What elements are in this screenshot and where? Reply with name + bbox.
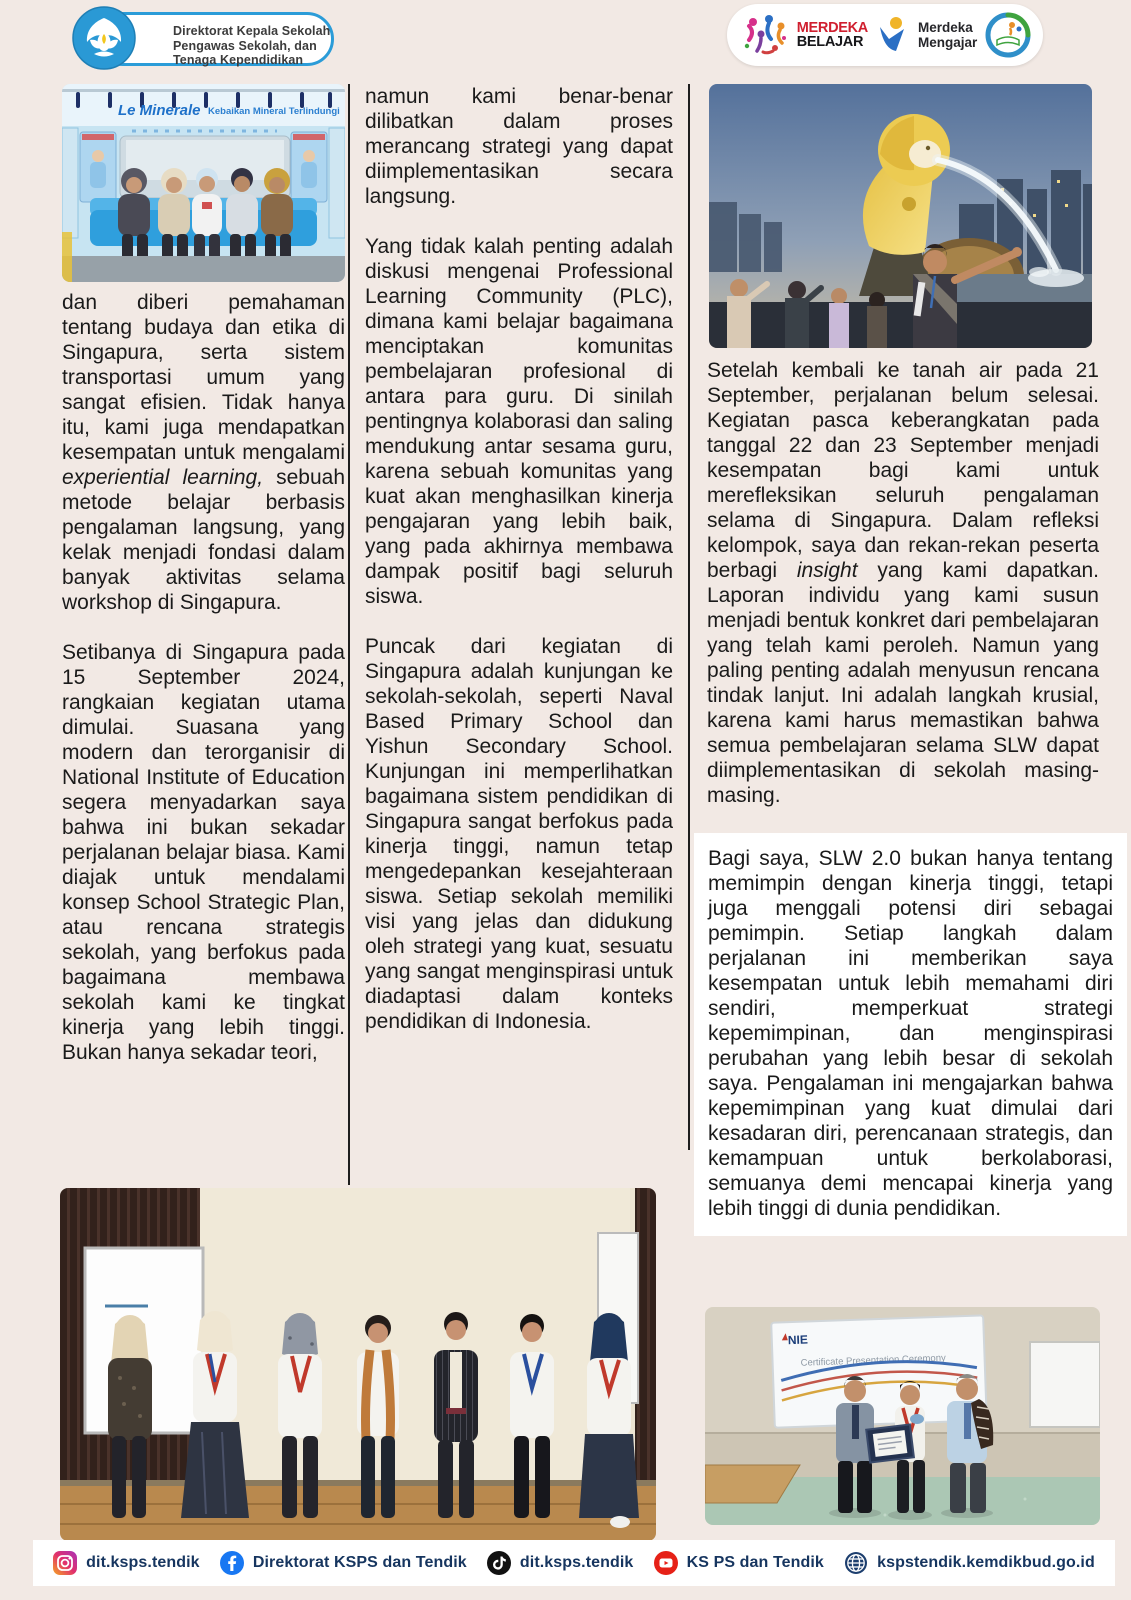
facebook-handle: Direktorat KSPS dan Tendik xyxy=(252,1554,467,1571)
belajar-word: BELAJAR xyxy=(796,34,864,50)
column-divider-2 xyxy=(688,84,690,1150)
footer-instagram-item[interactable] xyxy=(53,1551,200,1575)
merdeka-word: MERDEKA xyxy=(796,20,868,36)
merdeka-belajar-wordmark xyxy=(797,21,868,49)
col3-paragraph-1 xyxy=(707,358,1099,808)
website-url: kspstendik.kemdikbud.go.id xyxy=(877,1554,1095,1571)
col2-paragraph-3: Puncak dari kegiatan di Singapura adalah kunjungan ke sekolah-sekolah, seperti Naval Based Primary School dan Yishun Secondary School. Kunjungan ini memperlihatkan bagaimana sistem pendidikan di Singapura sangat berfokus pada kinerja tinggi, namun tetap mengedepankan kesejahteraan siswa. Setiap sekolah memiliki visi yang jelas dan didukung oleh strategi yang kuat, sesuatu yang sangat menginspirasi untuk diadaptasi dalam konteks pendidikan di Indonesia. xyxy=(365,635,673,1033)
column-3 xyxy=(694,84,1127,1236)
instagram-handle: dit.ksps.tendik xyxy=(86,1554,200,1571)
column-2 xyxy=(365,84,673,1188)
footer-website-item[interactable] xyxy=(844,1551,1095,1575)
globe-icon xyxy=(844,1551,868,1575)
col3-para1-text-cont: yang kami dapatkan. Laporan individu yang kami susun menjadi bentuk konkret dari pembelajaran yang telah kami peroleh. Namun yang paling penting adalah menyusun rencana tindak lanjut. Ini adalah langkah krusial, karena kami harus memastikan bahwa semua pembelajaran selama SLW dapat diimplementasikan di sekolah masing-masing. xyxy=(707,559,1100,807)
youtube-icon xyxy=(654,1551,678,1575)
highlight-box xyxy=(694,833,1127,1236)
screen-title-text: Certificate Presentation Ceremony xyxy=(800,1352,946,1369)
train-ad-tagline-text: Kebaikan Mineral Terlindungi xyxy=(208,106,340,117)
screen-nie-logo-text: NIE xyxy=(787,1332,809,1348)
program-logos-badge xyxy=(727,4,1043,66)
column-divider-1 xyxy=(348,84,350,1185)
tiktok-icon xyxy=(487,1551,511,1575)
mrt-train-group-photo xyxy=(62,84,345,282)
directorate-name-line2: Pengawas Sekolah, dan xyxy=(173,38,317,53)
col1-para1-text-cont: sebuah metode belajar berbasis pengalaman langsung, yang kelak menjadi fondasi dalam banyak aktivitas selama workshop di Singapura. xyxy=(62,466,345,614)
col2-paragraph-1: namun kami benar-benar dilibatkan dalam proses merancang strategi yang dapat diimplementasikan secara langsung. xyxy=(365,85,673,208)
footer-youtube-item[interactable] xyxy=(654,1551,824,1575)
merdeka-mengajar-logo-icon xyxy=(876,15,910,55)
highlight-paragraph: Bagi saya, SLW 2.0 bukan hanya tentang memimpin dengan kinerja tinggi, tetapi juga menggali potensi diri sebagai pemimpin. Setiap langkah dalam perjalanan ini memberikan saya kesempatan untuk lebih memahami diri sendiri, memperkuat strategi kepemimpinan, dan menginspirasi perubahan yang lebih besar di sekolah saya. Pengalaman ini mengajarkan bahwa kepemimpinan yang kuat dimulai dari kesadaran diri, perencanaan strategis, dan kemampuan untuk berkolaborasi, semuanya demi mencapai kinerja yang lebih tinggi di dunia pendidikan. xyxy=(708,847,1113,1220)
col3-para1-italic-text: insight xyxy=(796,559,858,582)
directorate-name-line1: Direktorat Kepala Sekolah xyxy=(173,24,331,38)
footer-facebook-item[interactable] xyxy=(220,1551,467,1575)
col1-para1-italic-text: experiential learning, xyxy=(62,466,264,489)
col2-paragraph-2: Yang tidak kalah penting adalah diskusi mengenai Professional Learning Community (PLC), dimana kami belajar bagaimana menciptakan komunitas pembelajaran profesional di antara para guru. Di sinilah pentingnya kolaborasi dan saling mendukung antar sesama guru, karena sebuah komunitas yang kuat akan menghasilkan kinerja pengajaran yang lebih baik, yang pada akhirnya membawa dampak positif bagi seluruh siswa. xyxy=(365,235,673,608)
merdeka-mengajar-wordmark xyxy=(918,20,977,50)
footer-social-bar xyxy=(33,1540,1115,1586)
column-1 xyxy=(62,84,345,1188)
merlion-park-photo xyxy=(709,84,1092,348)
merdeka-mengajar-word2: Mengajar xyxy=(917,35,978,50)
train-ad-brand-text: Le Minerale xyxy=(118,102,201,119)
col1-paragraph-2: Setibanya di Singapura pada 15 September 2024, rangkaian kegiatan utama dimulai. Suasana yang modern dan terorganisir di National Institute of Education segera menyadarkan saya bahwa ini bukan sekadar perjalanan belajar biasa. Kami diajak untuk mendalami konsep School Strategic Plan, atau rencana strategis sekolah, yang berfokus pada bagaimana membawa sekolah kami ke tingkat kinerja yang lebih tinggi. Bukan hanya sekadar teori, xyxy=(62,641,345,1064)
merdeka-mengajar-word1: Merdeka xyxy=(917,20,973,35)
education-community-logo-icon xyxy=(985,12,1031,58)
col3-para1-text: Setelah kembali ke tanah air pada 21 September, perjalanan belum selesai. Kegiatan pasca keberangkatan pada tanggal 22 dan 23 September menjadi kesempatan bagi kami untuk merefleksikan seluruh pengalaman selama di Singapura. Dalam refleksi kelompok, saya dan rekan-rekan peserta berbagi xyxy=(707,359,1099,582)
directorate-name-line3: Tenaga Kependidikan xyxy=(173,53,304,67)
directorate-name xyxy=(173,24,353,68)
classroom-group-photo xyxy=(60,1188,656,1541)
facebook-icon xyxy=(220,1551,244,1575)
directorate-badge xyxy=(72,6,342,72)
col1-paragraph-1 xyxy=(62,290,345,615)
merdeka-belajar-mascot-icon xyxy=(739,12,789,58)
footer-tiktok-item[interactable] xyxy=(487,1551,634,1575)
youtube-handle: KS PS dan Tendik xyxy=(686,1554,824,1571)
certificate-ceremony-photo xyxy=(705,1307,1100,1525)
instagram-icon xyxy=(53,1551,77,1575)
tiktok-handle: dit.ksps.tendik xyxy=(519,1554,634,1571)
tutwuri-handayani-logo-icon xyxy=(72,6,136,70)
col1-para1-text: dan diberi pemahaman tentang budaya dan etika di Singapura, serta sistem transportasi umum yang sangat efisien. Tidak hanya itu, kami juga mendapatkan kesempatan untuk mengalami xyxy=(62,291,345,464)
